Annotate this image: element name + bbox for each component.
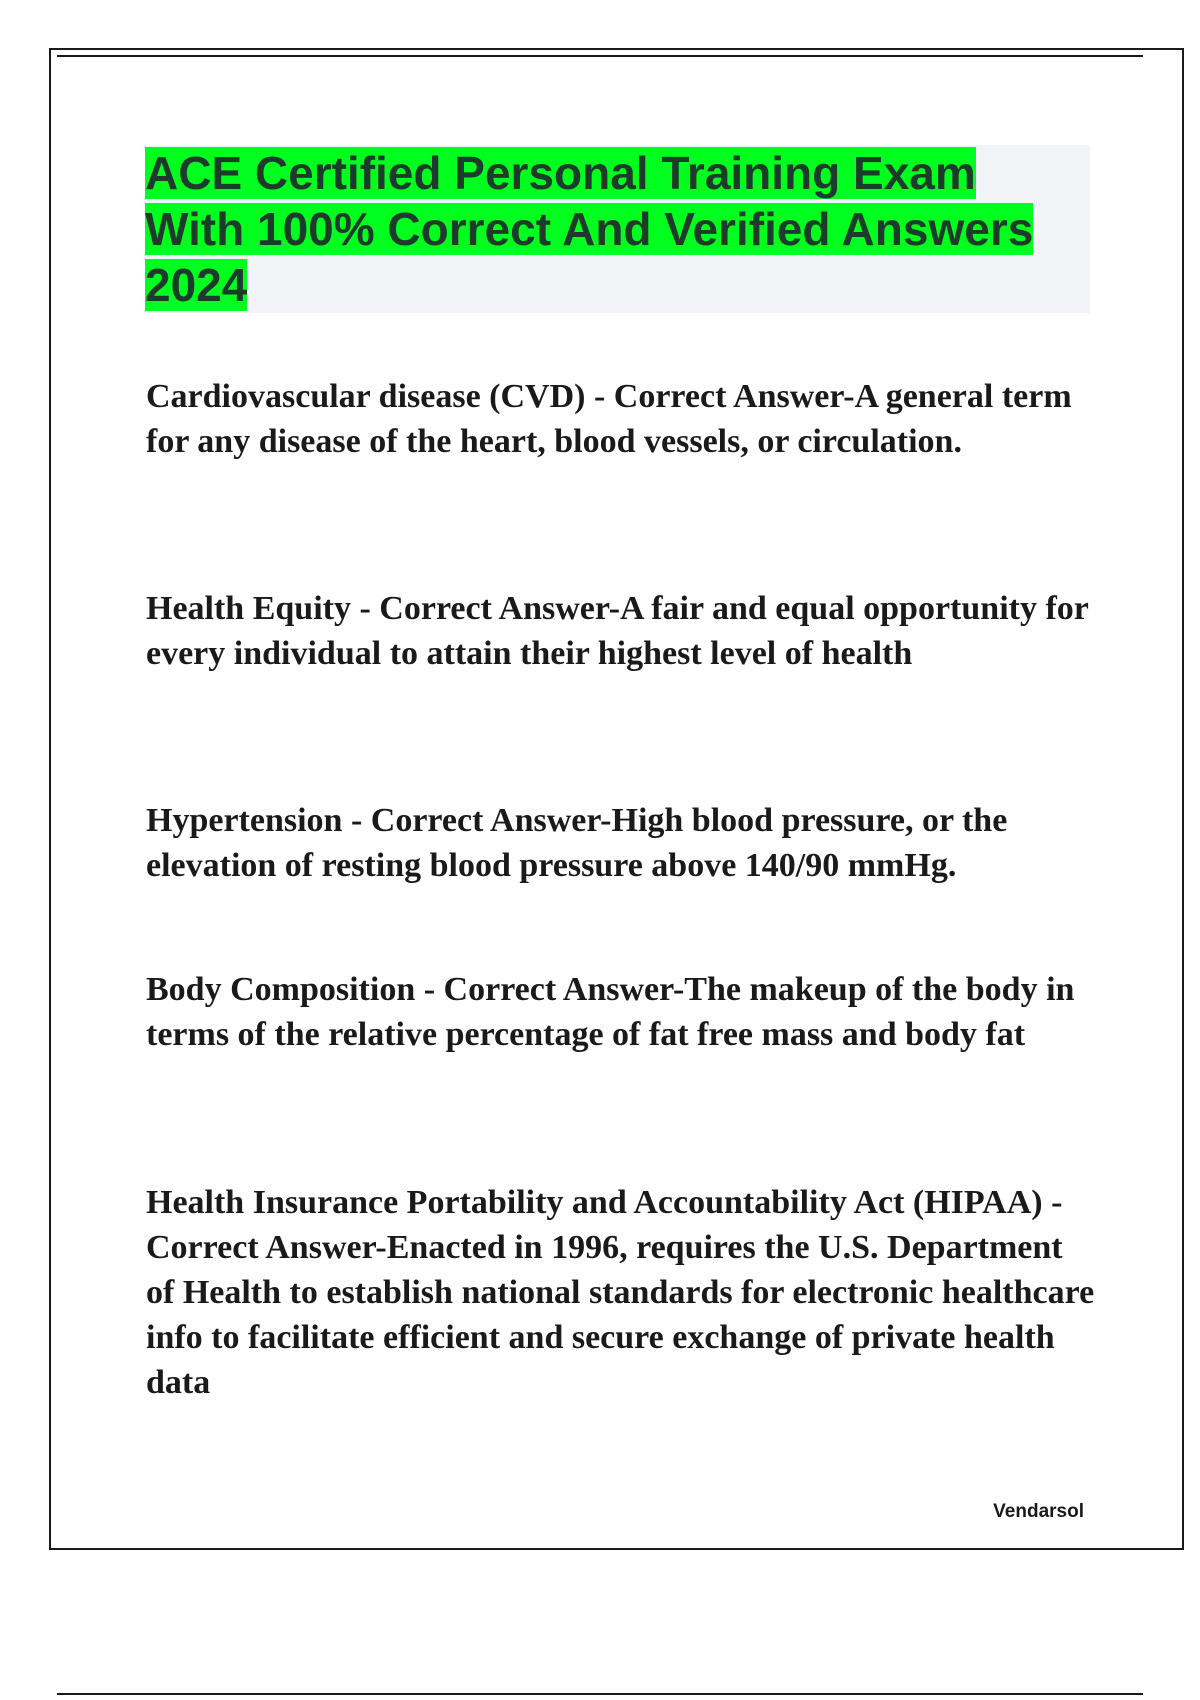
footer-brand: Vendarsol — [993, 1501, 1084, 1522]
title-line-2: With 100% Correct And Verified Answers — [145, 203, 1034, 255]
qa-item-hypertension: Hypertension - Correct Answer-High blood pressure, or the elevation of resting blood pressure above 140/90 mmHg. — [146, 802, 1008, 884]
qa-item-body-composition: Body Composition - Correct Answer-The makeup of the body in terms of the relative percentage of fat free mass and body fat — [146, 971, 1075, 1053]
qa-item-health-equity: Health Equity - Correct Answer-A fair and equal opportunity for every individual to attain their highest level of health — [146, 590, 1089, 672]
title-block — [145, 145, 1090, 313]
title-line-1: ACE Certified Personal Training Exam — [145, 147, 976, 199]
title-line-3: 2024 — [145, 259, 248, 311]
qa-item-cvd: Cardiovascular disease (CVD) - Correct Answer-A general term for any disease of the heart, blood vessels, or circulation. — [146, 378, 1072, 460]
document-title — [145, 145, 1090, 313]
bottom-rule — [57, 1693, 1143, 1695]
qa-item-hipaa: Health Insurance Portability and Accountability Act (HIPAA) - Correct Answer-Enacted in 1996, requires the U.S. Department of Health to establish national standards for electronic healthcare info to facilitate efficient and secure exchange of private health data — [146, 1184, 1095, 1401]
